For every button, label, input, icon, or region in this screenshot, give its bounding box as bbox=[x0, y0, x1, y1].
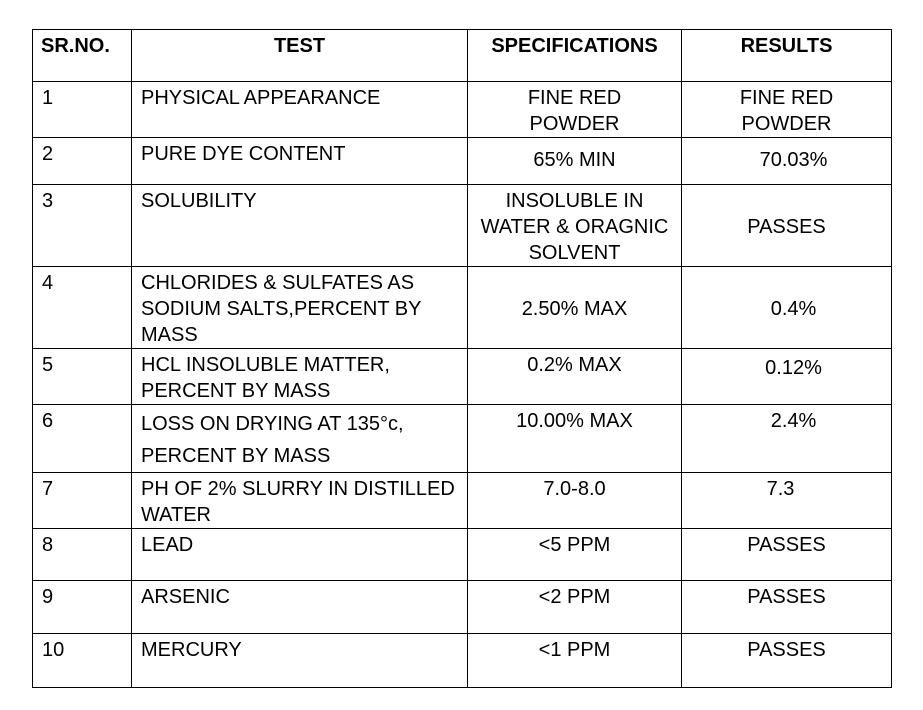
cell-srno: 10 bbox=[33, 634, 132, 688]
cell-spec: 65% MIN bbox=[468, 138, 682, 185]
cell-test: PH OF 2% SLURRY IN DISTILLED WATER bbox=[132, 473, 468, 529]
cell-spec bbox=[468, 82, 682, 138]
cell-result bbox=[682, 82, 892, 138]
cell-srno: 4 bbox=[33, 267, 132, 349]
cell-srno: 1 bbox=[33, 82, 132, 138]
table-row bbox=[33, 634, 892, 688]
table-row bbox=[33, 185, 892, 267]
cell-srno: 5 bbox=[33, 349, 132, 405]
cell-test: HCL INSOLUBLE MATTER, PERCENT BY MASS bbox=[132, 349, 468, 405]
cell-test: MERCURY bbox=[132, 634, 468, 688]
cell-srno: 6 bbox=[33, 405, 132, 473]
cell-result: PASSES bbox=[682, 185, 892, 267]
cell-spec: <2 PPM bbox=[468, 581, 682, 634]
cell-spec: 7.0-8.0 bbox=[468, 473, 682, 529]
table-row bbox=[33, 405, 892, 473]
table-row bbox=[33, 82, 892, 138]
cell-spec: 2.50% MAX bbox=[468, 267, 682, 349]
table-row bbox=[33, 349, 892, 405]
cell-result: 70.03% bbox=[682, 138, 892, 185]
cell-result: PASSES bbox=[682, 634, 892, 688]
table-row bbox=[33, 138, 892, 185]
cell-spec-text: INSOLUBLE IN WATER & ORAGNIC SOLVENT bbox=[480, 190, 669, 264]
cell-test: ARSENIC bbox=[132, 581, 468, 634]
cell-test: PHYSICAL APPEARANCE bbox=[132, 82, 468, 138]
header-test: TEST bbox=[132, 30, 468, 82]
cell-test: PURE DYE CONTENT bbox=[132, 138, 468, 185]
cell-result-text: FINE RED POWDER bbox=[739, 87, 834, 135]
cell-result: 7.3 bbox=[682, 473, 892, 529]
specification-table bbox=[32, 29, 892, 688]
cell-result: PASSES bbox=[682, 529, 892, 581]
cell-result: 2.4% bbox=[682, 405, 892, 473]
cell-srno: 7 bbox=[33, 473, 132, 529]
cell-spec bbox=[468, 185, 682, 267]
cell-test: SOLUBILITY bbox=[132, 185, 468, 267]
cell-spec: 0.2% MAX bbox=[468, 349, 682, 405]
table-row bbox=[33, 529, 892, 581]
table-row bbox=[33, 473, 892, 529]
cell-test: LOSS ON DRYING AT 135°c, PERCENT BY MASS bbox=[132, 405, 468, 473]
header-results: RESULTS bbox=[682, 30, 892, 82]
header-row bbox=[33, 30, 892, 82]
cell-spec-text: FINE RED POWDER bbox=[527, 87, 622, 135]
table-row bbox=[33, 581, 892, 634]
cell-spec: 10.00% MAX bbox=[468, 405, 682, 473]
cell-result: 0.12% bbox=[682, 349, 892, 405]
header-specifications: SPECIFICATIONS bbox=[468, 30, 682, 82]
cell-spec: <5 PPM bbox=[468, 529, 682, 581]
cell-test: CHLORIDES & SULFATES AS SODIUM SALTS,PERCENT BY MASS bbox=[132, 267, 468, 349]
cell-test: LEAD bbox=[132, 529, 468, 581]
cell-spec: <1 PPM bbox=[468, 634, 682, 688]
header-srno: SR.NO. bbox=[33, 30, 132, 82]
cell-srno: 2 bbox=[33, 138, 132, 185]
cell-result: PASSES bbox=[682, 581, 892, 634]
cell-srno: 8 bbox=[33, 529, 132, 581]
table-row bbox=[33, 267, 892, 349]
cell-srno: 9 bbox=[33, 581, 132, 634]
cell-srno: 3 bbox=[33, 185, 132, 267]
cell-result: 0.4% bbox=[682, 267, 892, 349]
